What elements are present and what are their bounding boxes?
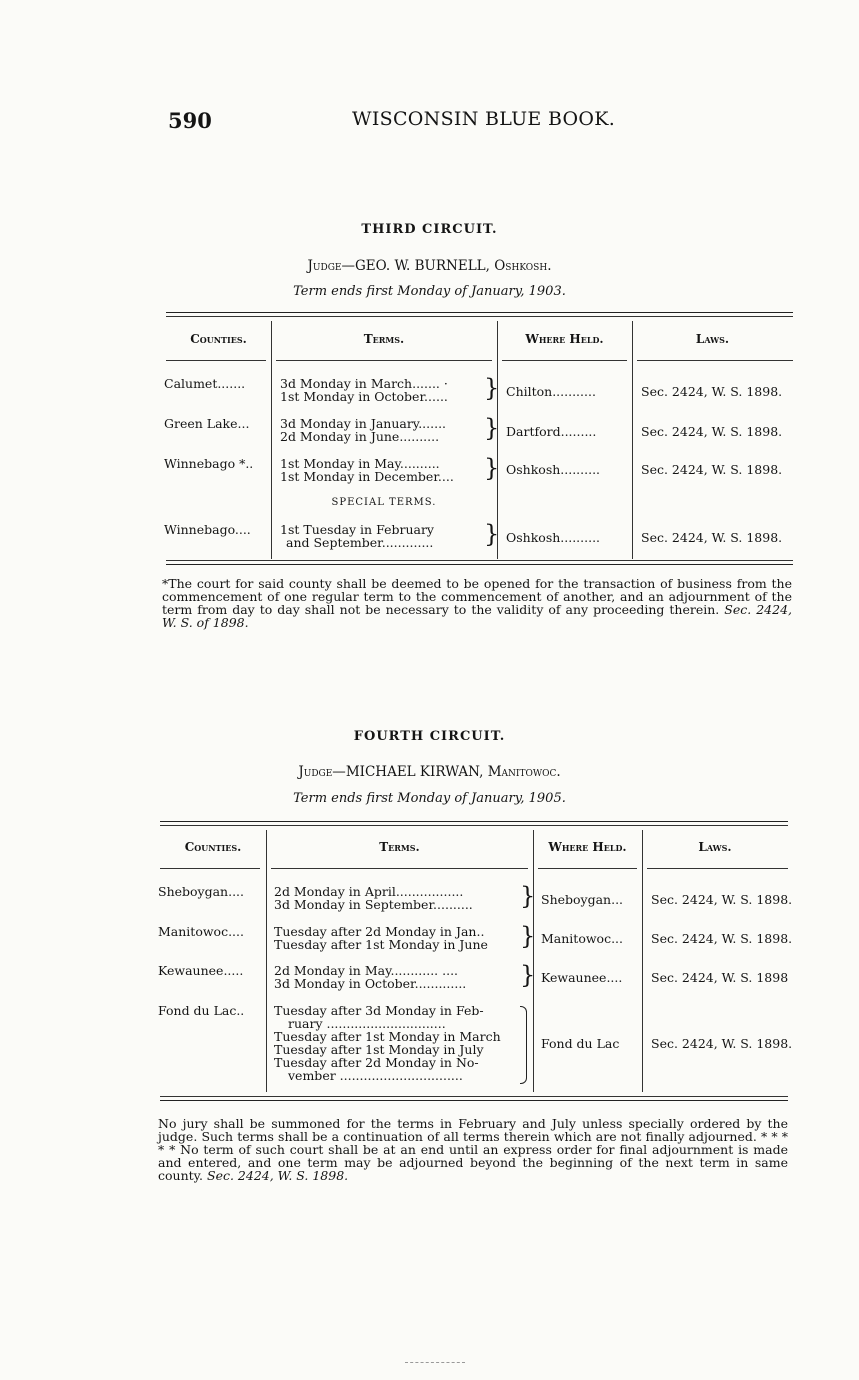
where-held-cell: Manitowoc... (541, 931, 623, 946)
law-cell: Sec. 2424, W. S. 1898. (641, 530, 783, 545)
header-rule (160, 868, 260, 869)
terms-cell (274, 964, 466, 990)
table-top-rule (166, 312, 793, 313)
term-line: 3d Monday in October............. (274, 976, 467, 991)
judge-prefix: Judge— (307, 258, 355, 274)
county-cell: Calumet....... (164, 376, 246, 391)
footnote-citation: Sec. 2424, W. S. of 1898. (162, 602, 792, 630)
term-line: 1st Monday in December.... (280, 469, 454, 484)
term-line: 1st Monday in October...... (280, 389, 448, 404)
column-divider (266, 830, 267, 1092)
terms-cell (274, 885, 473, 911)
judge-prefix: Judge— (298, 764, 346, 780)
brace-icon: } (484, 454, 500, 482)
term-line: 2d Monday in April................. (274, 884, 464, 899)
column-header-counties: Counties. (190, 332, 247, 346)
column-header-where-held: Where Held. (548, 840, 627, 854)
term-line: Tuesday after 1st Monday in July (274, 1042, 484, 1057)
term-line: and September............. (286, 535, 434, 550)
column-divider (642, 830, 643, 1092)
law-cell: Sec. 2424, W. S. 1898. (641, 462, 783, 477)
column-header-laws: Laws. (695, 332, 730, 346)
third-circuit-title: THIRD CIRCUIT. (361, 222, 498, 237)
jury-note-citation: Sec. 2424, W. S. 1898. (207, 1168, 349, 1183)
judge-city: Oshkosh. (494, 258, 552, 274)
county-cell: Green Lake... (164, 416, 250, 431)
terms-cell (280, 377, 448, 403)
county-cell: Manitowoc.... (158, 924, 244, 939)
law-cell: Sec. 2424, W. S. 1898. (651, 1036, 793, 1051)
where-held-cell: Sheboygan... (541, 892, 624, 907)
third-circuit-term-ends: Term ends first Monday of January, 1903. (293, 284, 566, 299)
term-line: 3d Monday in March....... · (280, 376, 448, 391)
terms-cell (280, 523, 434, 549)
term-line: Tuesday after 2d Monday in Jan.. (274, 924, 485, 939)
county-cell: Winnebago.... (164, 522, 251, 537)
table-bottom-rule (166, 560, 793, 561)
jury-note (158, 1117, 788, 1182)
term-line: 3d Monday in January....... (280, 416, 447, 431)
county-cell: Sheboygan.... (158, 884, 244, 899)
column-header-where-held: Where Held. (525, 332, 604, 346)
header-rule (166, 360, 266, 361)
where-held-cell: Oshkosh.......... (506, 530, 601, 545)
term-line: Tuesday after 2d Monday in No- (274, 1055, 479, 1070)
terms-cell (274, 925, 488, 951)
terms-cell (274, 1004, 501, 1082)
county-cell: Winnebago *.. (164, 456, 254, 471)
where-held-cell: Oshkosh.......... (506, 462, 601, 477)
footnote-text: *The court for said county shall be deemed to be opened for the transaction of business from the commencement of one regular term to the commencement of another, and an adjournment of the term from day to day shall not be necessary to the validity of any proceeding therein. (162, 576, 792, 617)
header-rule (538, 868, 637, 869)
law-cell: Sec. 2424, W. S. 1898. (651, 931, 793, 946)
term-line: 1st Tuesday in February (280, 522, 434, 537)
term-line: 3d Monday in September.......... (274, 897, 473, 912)
where-held-cell: Chilton........... (506, 384, 596, 399)
page-number: 590 (168, 108, 212, 133)
fourth-circuit-judge (0, 764, 859, 780)
term-line: ruary .............................. (288, 1016, 446, 1031)
law-cell: Sec. 2424, W. S. 1898 (651, 970, 789, 985)
term-line: Tuesday after 1st Monday in June (274, 937, 488, 952)
brace-icon: } (484, 414, 500, 442)
fourth-circuit-title: FOURTH CIRCUIT. (353, 729, 506, 744)
brace-icon: } (520, 961, 536, 989)
table-top-rule (160, 821, 788, 822)
column-divider (632, 321, 633, 559)
brace-icon: } (484, 374, 500, 402)
term-line: 2d Monday in June.......... (280, 429, 440, 444)
term-line: 1st Monday in May.......... (280, 456, 440, 471)
jury-note-text: No jury shall be summoned for the terms in February and July unless specially ordered by the judge. Such terms shall be a continuation of all terms therein which are not finally adjourned. * * * * * No term of such court shall be at an end until an express order for final adjournment is made and entered, and one term may be adjourned beyond the beginning of the next term in same county. (158, 1116, 788, 1183)
footer-mark (405, 1362, 465, 1363)
column-header-terms: Terms. (363, 332, 405, 346)
where-held-cell: Dartford......... (506, 424, 597, 439)
brace-icon (520, 1006, 527, 1084)
fourth-circuit-term-ends: Term ends first Monday of January, 1905. (293, 791, 566, 806)
column-divider (271, 321, 272, 559)
term-line: vember ............................... (288, 1068, 463, 1083)
judge-city: Manitowoc. (487, 764, 561, 780)
terms-cell (280, 417, 446, 443)
term-line: Tuesday after 3d Monday in Feb- (274, 1003, 484, 1018)
county-cell: Fond du Lac.. (158, 1003, 245, 1018)
table-bottom-rule-2 (166, 564, 793, 565)
table-top-rule-2 (160, 825, 788, 826)
brace-icon: } (520, 922, 536, 950)
law-cell: Sec. 2424, W. S. 1898. (641, 424, 783, 439)
brace-icon: } (520, 882, 536, 910)
law-cell: Sec. 2424, W. S. 1898. (651, 892, 793, 907)
header-rule (647, 868, 788, 869)
brace-icon: } (484, 520, 500, 548)
judge-name: GEO. W. BURNELL, (354, 258, 490, 274)
special-terms-label: SPECIAL TERMS. (331, 497, 437, 508)
judge-name: MICHAEL KIRWAN, (345, 764, 484, 780)
header-rule (637, 360, 793, 361)
table-top-rule-2 (166, 316, 793, 317)
term-line: Tuesday after 1st Monday in March (274, 1029, 501, 1044)
law-cell: Sec. 2424, W. S. 1898. (641, 384, 783, 399)
column-header-counties: Counties. (184, 840, 242, 854)
table-bottom-rule (160, 1096, 788, 1097)
footnote (162, 577, 792, 629)
header-rule (271, 868, 528, 869)
header-rule (502, 360, 627, 361)
running-title: WISCONSIN BLUE BOOK. (352, 108, 616, 130)
table-bottom-rule-2 (160, 1100, 788, 1101)
where-held-cell: Kewaunee.... (541, 970, 623, 985)
terms-cell (280, 457, 454, 483)
county-cell: Kewaunee..... (158, 963, 244, 978)
third-circuit-judge (0, 258, 859, 274)
header-rule (276, 360, 492, 361)
term-line: 2d Monday in May............ .... (274, 963, 459, 978)
column-header-laws: Laws. (698, 840, 732, 854)
column-header-terms: Terms. (379, 840, 420, 854)
where-held-cell: Fond du Lac (541, 1036, 620, 1051)
